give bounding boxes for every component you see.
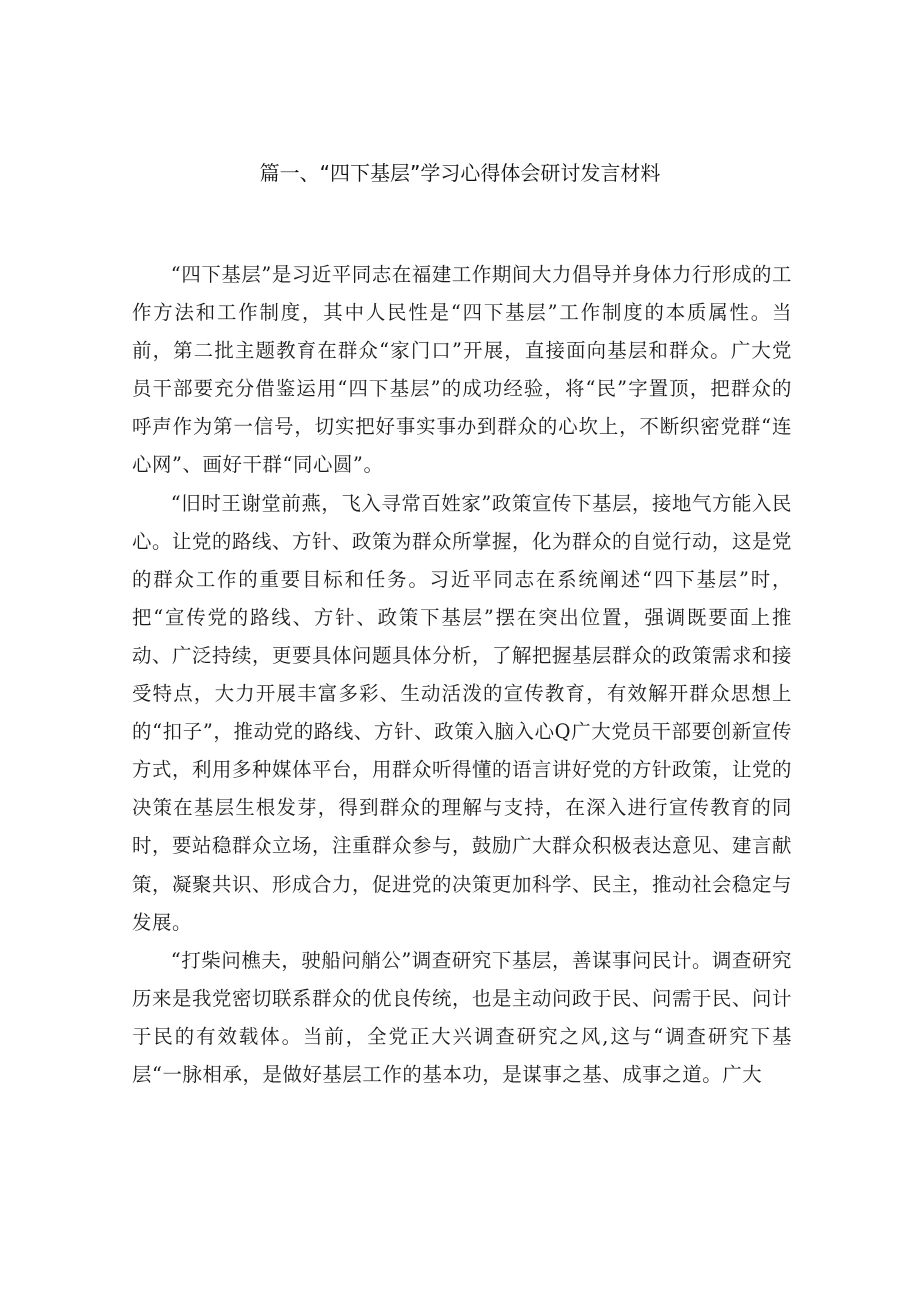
paragraph-2: “旧时王谢堂前燕，飞入寻常百姓家”政策宣传下基层，接地气方能入民心。让党的路线、方针、政策为群众所掌握，化为群众的自觉行动，这是党的群众工作的重要目标和任务。习近平同志在系统阐述“四下基层”时，把“宣传党的路线、方针、政策下基层”摆在突出位置，强调既要面上推动、广泛持续，更要具体问题具体分析，了解把握基层群众的政策需求和接受特点，大力开展丰富多彩、生动活泼的宣传教育，有效解开群众思想上的“扣子”，推动党的路线、方针、政策入脑入心Q广大党员干部要创新宣传方式，利用多种媒体平台，用群众听得懂的语言讲好党的方针政策，让党的决策在基层生根发芽，得到群众的理解与支持，在深入进行宣传教育的同时，要站稳群众立场，注重群众参与，鼓励广大群众积极表达意见、建言献策，凝聚共识、形成合力，促进党的决策更加科学、民主，推动社会稳定与发展。 [132,491,792,934]
paragraph-1: “四下基层”是习近平同志在福建工作期间大力倡导并身体力行形成的工作方法和工作制度，其中人民性是“四下基层”工作制度的本质属性。当前，第二批主题教育在群众“家门口”开展，直接面向基层和群众。广大党员干部要充分借鉴运用“四下基层”的成功经验，将“民”字置顶，把群众的呼声作为第一信号，切实把好事实事办到群众的心坎上，不断织密党群“连心网”、画好干群“同心圆”。 [132,263,792,477]
paragraph-3: “打柴问樵夫，驶船问艄公”调查研究下基层，善谋事问民计。调查研究历来是我党密切联系群众的优良传统，也是主动问政于民、问需于民、问计于民的有效载体。当前，全党正大兴调查研究之风,这与“调查研究下基层“一脉相承，是做好基层工作的基本功，是谋事之基、成事之道。广大 [132,948,792,1086]
document-body [132,256,792,1094]
document-title: 篇一、“四下基层”学习心得体会研讨发言材料 [259,161,661,185]
